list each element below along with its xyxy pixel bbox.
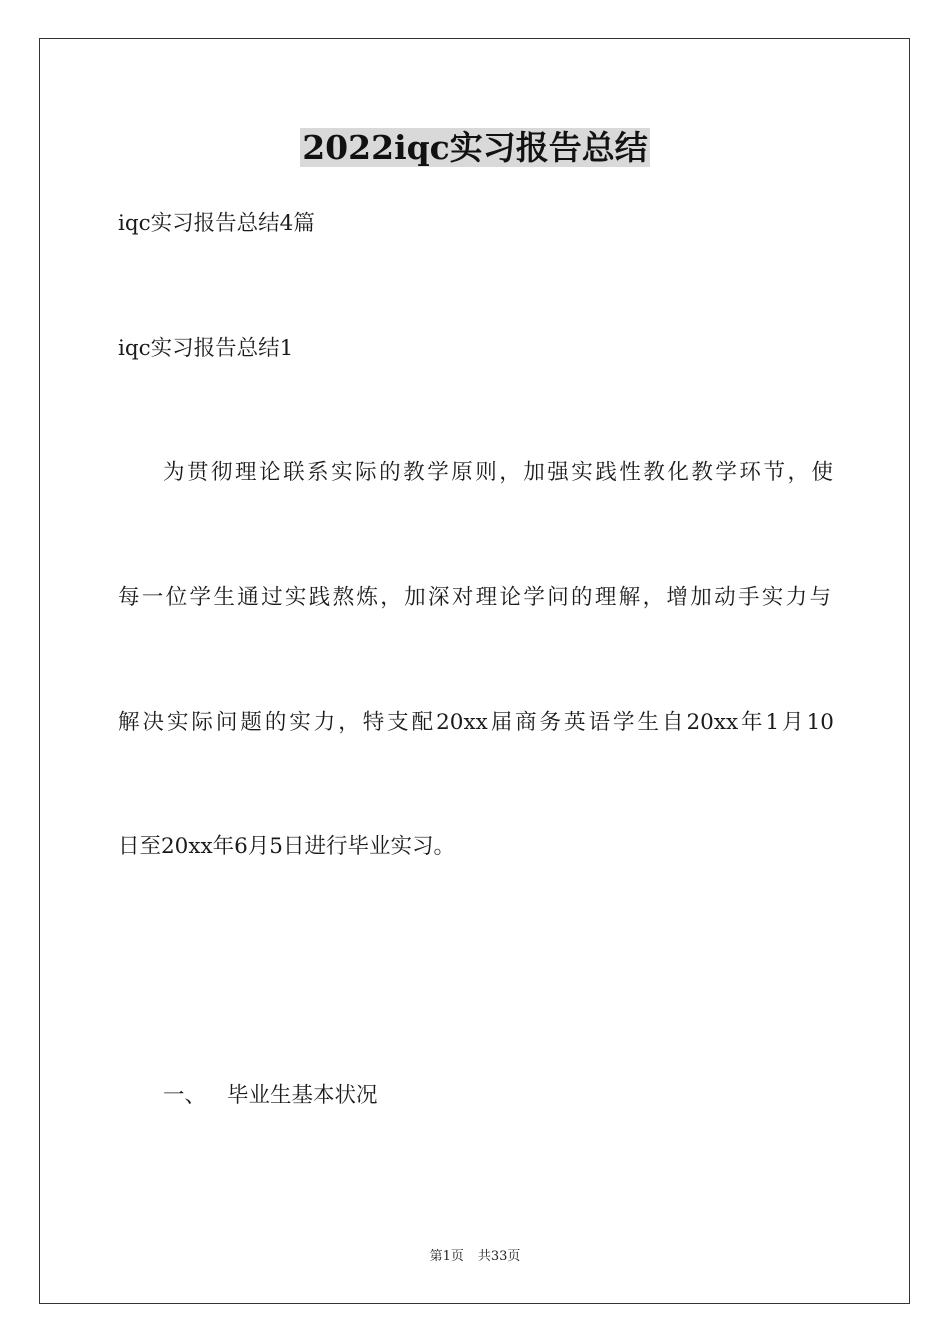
paragraph-line-1: 为贯彻理论联系实际的教学原则，加强实践性教化教学环节，使: [163, 460, 833, 485]
page-number: 第1页: [429, 1249, 464, 1264]
paragraph-line-4: 日至20xx年6月5日进行毕业实习。: [118, 834, 455, 859]
section-heading: iqc实习报告总结1: [118, 336, 294, 361]
document-title-text: 2022iqc实习报告总结: [302, 128, 648, 167]
page-footer: [0, 1247, 950, 1267]
paragraph-line-3: 解决实际问题的实力，特支配20xx届商务英语学生自20xx年1月10: [118, 710, 834, 735]
list-marker: 一、: [163, 1083, 207, 1108]
document-subtitle: iqc实习报告总结4篇: [118, 211, 315, 236]
list-heading: 毕业生基本状况: [227, 1083, 378, 1108]
document-title: [0, 124, 950, 172]
total-pages: 共33页: [477, 1249, 521, 1264]
paragraph-line-2: 每一位学生通过实践熬炼，加深对理论学问的理解，增加动手实力与: [118, 585, 831, 610]
